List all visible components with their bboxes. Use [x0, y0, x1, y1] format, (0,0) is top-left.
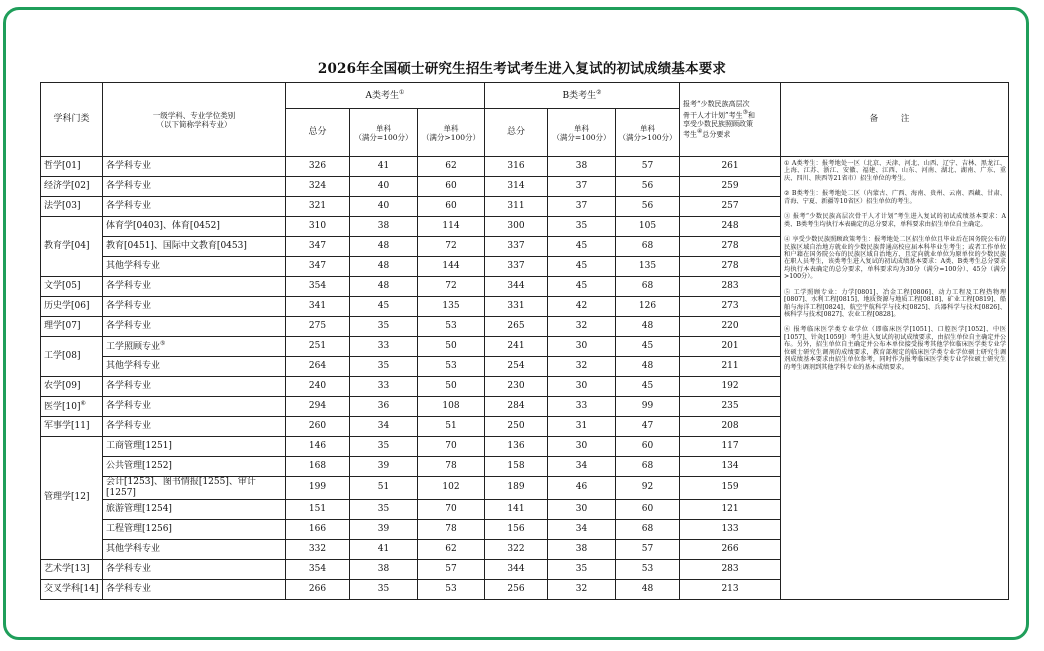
subject-label: 各学科专业 — [106, 381, 152, 392]
a-single-gt100-cell: 60 — [418, 177, 485, 197]
b-single-gt100-cell: 48 — [616, 357, 680, 377]
subject-label: 会计[1253]、图书情报[1255]、审计[1257] — [106, 477, 256, 498]
discipline-cell — [41, 297, 103, 317]
b-single-100-cell: 33 — [548, 397, 616, 417]
a-single-100-cell: 36 — [350, 397, 418, 417]
discipline-label: 管理学[12] — [44, 492, 90, 503]
discipline-cell — [41, 197, 103, 217]
b-total-cell: 141 — [485, 499, 548, 519]
subject-label: 各学科专业 — [106, 563, 152, 574]
a-total-cell: 354 — [286, 277, 350, 297]
subject-label: 工程管理[1256] — [106, 523, 172, 534]
b-single-gt100-cell: 68 — [616, 519, 680, 539]
a-total-cell: 168 — [286, 457, 350, 477]
discipline-label: 艺术学[13] — [44, 563, 90, 574]
minority-total-cell: 211 — [680, 357, 781, 377]
discipline-label: 理学[07] — [44, 321, 81, 332]
minority-total-cell: 266 — [680, 539, 781, 559]
subject-label: 其他学科专业 — [106, 361, 161, 372]
b-total-cell: 337 — [485, 237, 548, 257]
discipline-footnote-mark: ⑥ — [80, 400, 86, 408]
b-total-cell: 344 — [485, 559, 548, 579]
b-single-100-cell: 31 — [548, 417, 616, 437]
a-single-gt100-cell: 78 — [418, 519, 485, 539]
subject-label: 各学科专业 — [106, 161, 152, 172]
minority-total-cell: 283 — [680, 559, 781, 579]
header-subject: 一级学科、专业学位类别 （以下简称学科专业） — [103, 83, 286, 157]
discipline-label: 历史学[06] — [44, 301, 90, 312]
a-single-gt100-cell: 53 — [418, 317, 485, 337]
subject-cell — [103, 559, 286, 579]
discipline-cell — [41, 377, 103, 397]
b-single-100-cell: 35 — [548, 559, 616, 579]
subject-cell — [103, 197, 286, 217]
subject-cell — [103, 217, 286, 237]
discipline-label: 工学[08] — [44, 351, 81, 362]
subject-cell — [103, 317, 286, 337]
b-single-gt100-cell: 68 — [616, 457, 680, 477]
a-single-100-cell: 35 — [350, 317, 418, 337]
b-single-100-cell: 37 — [548, 197, 616, 217]
a-single-gt100-cell: 78 — [418, 457, 485, 477]
table-body — [41, 157, 1009, 600]
note-item: ① A类考生：报考地处一区（北京、天津、河北、山西、辽宁、吉林、黑龙江、上海、江苏、浙江、安徽、福建、江西、山东、河南、湖北、湖南、广东、重庆、四川、陕西等21省市）招生单位的考生。 — [784, 160, 1007, 182]
a-single-gt100-cell: 72 — [418, 237, 485, 257]
discipline-cell — [41, 177, 103, 197]
a-single-gt100-cell: 50 — [418, 337, 485, 357]
b-single-gt100-cell: 47 — [616, 417, 680, 437]
b-single-gt100-cell: 105 — [616, 217, 680, 237]
b-single-gt100-cell: 45 — [616, 337, 680, 357]
b-single-gt100-cell: 60 — [616, 437, 680, 457]
minority-total-cell: 117 — [680, 437, 781, 457]
a-total-cell: 146 — [286, 437, 350, 457]
discipline-label: 教育学[04] — [44, 241, 90, 252]
header-b-single-gt100: 单科 （满分>100分） — [616, 109, 680, 157]
subject-label: 其他学科专业 — [106, 261, 161, 272]
note-item: ⑤ 工学照顾专业：力学[0801]、冶金工程[0806]、动力工程及工程热物理[0807]、水利工程[0815]、地质资源与地质工程[0818]、矿业工程[0819]、船舶与海洋工程[0824]、航空宇航科学与技术[0825]、兵器科学与技术[0826]、核科学与技术[0827]、农业工程[0828]。 — [784, 288, 1007, 318]
b-total-cell: 230 — [485, 377, 548, 397]
b-single-gt100-cell: 48 — [616, 579, 680, 599]
a-single-gt100-cell: 135 — [418, 297, 485, 317]
header-minority: 报考“少数民族高层次 骨干人才计划”考生③和 享受少数民族照顾政策 考生④总分要求 — [680, 83, 781, 157]
a-single-100-cell: 40 — [350, 177, 418, 197]
subject-label: 旅游管理[1254] — [106, 503, 172, 514]
subject-label: 公共管理[1252] — [106, 461, 172, 472]
b-total-cell: 189 — [485, 477, 548, 500]
subject-cell — [103, 337, 286, 357]
a-total-cell: 251 — [286, 337, 350, 357]
subject-cell — [103, 297, 286, 317]
b-single-100-cell: 37 — [548, 177, 616, 197]
b-total-cell: 311 — [485, 197, 548, 217]
minority-total-cell: 192 — [680, 377, 781, 397]
subject-cell — [103, 177, 286, 197]
a-single-gt100-cell: 57 — [418, 559, 485, 579]
a-single-100-cell: 48 — [350, 237, 418, 257]
header-a-single-gt100: 单科 （满分>100分） — [418, 109, 485, 157]
discipline-label: 医学[10] — [44, 402, 81, 413]
subject-cell — [103, 499, 286, 519]
note-item: ④ 享受少数民族照顾政策考生：报考地处二区招生单位且毕业后在国务院公布的民族区域自治地方就业的少数民族普通高校应届本科毕业生考生；或者工作单位和户籍在国务院公布的民族区域自治地方，且定向就业单位为原单位的少数民族在职人员考生，该类考生进入复试的初试成绩基本要求：A类、B类考生总分要求均执行本表确定的总分要求，单科要求均为30分（满分=100分）、45分（满分>100分）。 — [784, 236, 1007, 281]
a-single-gt100-cell: 60 — [418, 197, 485, 217]
a-total-cell: 347 — [286, 257, 350, 277]
a-single-gt100-cell: 53 — [418, 357, 485, 377]
a-total-cell: 260 — [286, 417, 350, 437]
subject-cell — [103, 579, 286, 599]
discipline-label: 法学[03] — [44, 201, 81, 212]
a-single-gt100-cell: 114 — [418, 217, 485, 237]
a-total-cell: 151 — [286, 499, 350, 519]
a-single-100-cell: 34 — [350, 417, 418, 437]
a-total-cell: 324 — [286, 177, 350, 197]
notes-cell — [781, 157, 1009, 600]
b-single-gt100-cell: 126 — [616, 297, 680, 317]
a-single-gt100-cell: 108 — [418, 397, 485, 417]
header-a-total: 总分 — [286, 109, 350, 157]
b-single-gt100-cell: 92 — [616, 477, 680, 500]
a-single-100-cell: 33 — [350, 377, 418, 397]
subject-label: 体育学[0403]、体育[0452] — [106, 221, 220, 232]
score-requirements-table — [40, 82, 1009, 600]
minority-total-cell: 213 — [680, 579, 781, 599]
a-total-cell: 294 — [286, 397, 350, 417]
b-single-100-cell: 45 — [548, 277, 616, 297]
minority-total-cell: 257 — [680, 197, 781, 217]
b-total-cell: 300 — [485, 217, 548, 237]
subject-label: 各学科专业 — [106, 321, 152, 332]
b-total-cell: 136 — [485, 437, 548, 457]
minority-total-cell: 201 — [680, 337, 781, 357]
b-single-100-cell: 34 — [548, 457, 616, 477]
discipline-cell — [41, 437, 103, 560]
minority-total-cell: 220 — [680, 317, 781, 337]
b-single-100-cell: 38 — [548, 539, 616, 559]
subject-label: 工学照顾专业 — [106, 342, 161, 353]
a-single-100-cell: 35 — [350, 579, 418, 599]
b-total-cell: 158 — [485, 457, 548, 477]
header-discipline: 学科门类 — [41, 83, 103, 157]
discipline-cell — [41, 417, 103, 437]
subject-cell — [103, 539, 286, 559]
a-single-gt100-cell: 70 — [418, 437, 485, 457]
b-single-gt100-cell: 57 — [616, 157, 680, 177]
subject-cell — [103, 377, 286, 397]
discipline-cell — [41, 337, 103, 377]
a-single-100-cell: 39 — [350, 457, 418, 477]
b-single-gt100-cell: 68 — [616, 277, 680, 297]
minority-total-cell: 259 — [680, 177, 781, 197]
b-single-gt100-cell: 56 — [616, 177, 680, 197]
b-total-cell: 265 — [485, 317, 548, 337]
minority-total-cell: 273 — [680, 297, 781, 317]
a-single-100-cell: 51 — [350, 477, 418, 500]
discipline-label: 经济学[02] — [44, 181, 90, 192]
b-single-100-cell: 32 — [548, 317, 616, 337]
a-single-gt100-cell: 62 — [418, 539, 485, 559]
b-single-100-cell: 32 — [548, 579, 616, 599]
a-single-100-cell: 39 — [350, 519, 418, 539]
discipline-label: 交叉学科[14] — [44, 583, 99, 594]
a-single-gt100-cell: 53 — [418, 579, 485, 599]
note-item: ② B类考生：报考地处二区（内蒙古、广西、海南、贵州、云南、西藏、甘肃、青海、宁夏、新疆等10省区）招生单位的考生。 — [784, 190, 1007, 205]
discipline-cell — [41, 157, 103, 177]
b-total-cell: 156 — [485, 519, 548, 539]
b-single-100-cell: 42 — [548, 297, 616, 317]
a-single-100-cell: 48 — [350, 257, 418, 277]
a-total-cell: 264 — [286, 357, 350, 377]
b-total-cell: 256 — [485, 579, 548, 599]
b-single-100-cell: 45 — [548, 257, 616, 277]
a-total-cell: 332 — [286, 539, 350, 559]
a-single-gt100-cell: 70 — [418, 499, 485, 519]
a-total-cell: 326 — [286, 157, 350, 177]
a-single-100-cell: 45 — [350, 297, 418, 317]
a-total-cell: 199 — [286, 477, 350, 500]
a-total-cell: 275 — [286, 317, 350, 337]
b-single-gt100-cell: 45 — [616, 377, 680, 397]
subject-cell — [103, 277, 286, 297]
subject-label: 各学科专业 — [106, 583, 152, 594]
discipline-label: 农学[09] — [44, 381, 81, 392]
subject-label: 其他学科专业 — [106, 543, 161, 554]
b-total-cell: 337 — [485, 257, 548, 277]
discipline-cell — [41, 277, 103, 297]
subject-cell — [103, 417, 286, 437]
b-single-100-cell: 32 — [548, 357, 616, 377]
subject-cell — [103, 357, 286, 377]
minority-total-cell: 278 — [680, 257, 781, 277]
a-total-cell: 310 — [286, 217, 350, 237]
a-single-100-cell: 35 — [350, 499, 418, 519]
header-a-single-100: 单科 （满分=100分） — [350, 109, 418, 157]
subject-cell — [103, 157, 286, 177]
b-single-gt100-cell: 60 — [616, 499, 680, 519]
subject-label: 工商管理[1251] — [106, 441, 172, 452]
minority-total-cell: 248 — [680, 217, 781, 237]
discipline-cell — [41, 579, 103, 599]
header-b-single-100: 单科 （满分=100分） — [548, 109, 616, 157]
b-total-cell: 241 — [485, 337, 548, 357]
b-total-cell: 314 — [485, 177, 548, 197]
b-single-100-cell: 30 — [548, 377, 616, 397]
note-item: ⑥ 报考临床医学类专业学位（即临床医学[1051]、口腔医学[1052]、中医[1057]、针灸[1059]）考生进入复试的初试成绩要求，由招生单位自主确定并公布。另外，招生单位自主确定并公布本单位接受报考其他学位临床医学类专业学位硕士研究生调剂的成绩要求，教育部规定的临床医学类专业学位硕士研究生调剂成绩基本要求由招生单位参考，同时作为报考临床医学类专业学位硕士研究生的考生调剂到其他学科专业的基本成绩要求。 — [784, 326, 1007, 371]
minority-total-cell: 134 — [680, 457, 781, 477]
b-total-cell: 322 — [485, 539, 548, 559]
header-b-total: 总分 — [485, 109, 548, 157]
subject-label: 各学科专业 — [106, 401, 152, 412]
subject-label: 各学科专业 — [106, 281, 152, 292]
subject-cell — [103, 477, 286, 500]
b-single-100-cell: 38 — [548, 157, 616, 177]
b-single-gt100-cell: 56 — [616, 197, 680, 217]
b-single-gt100-cell: 68 — [616, 237, 680, 257]
subject-footnote-mark: ⑤ — [160, 340, 166, 348]
b-single-gt100-cell: 53 — [616, 559, 680, 579]
minority-total-cell: 208 — [680, 417, 781, 437]
discipline-label: 哲学[01] — [44, 161, 81, 172]
minority-total-cell: 278 — [680, 237, 781, 257]
b-single-gt100-cell: 48 — [616, 317, 680, 337]
discipline-cell — [41, 217, 103, 277]
a-single-100-cell: 35 — [350, 437, 418, 457]
a-single-gt100-cell: 62 — [418, 157, 485, 177]
a-total-cell: 321 — [286, 197, 350, 217]
a-single-100-cell: 41 — [350, 539, 418, 559]
subject-cell — [103, 519, 286, 539]
discipline-cell — [41, 397, 103, 417]
a-single-gt100-cell: 72 — [418, 277, 485, 297]
a-total-cell: 166 — [286, 519, 350, 539]
subject-label: 教育[0451]、国际中文教育[0453] — [106, 241, 247, 252]
b-single-gt100-cell: 135 — [616, 257, 680, 277]
b-total-cell: 344 — [485, 277, 548, 297]
minority-total-cell: 235 — [680, 397, 781, 417]
a-total-cell: 341 — [286, 297, 350, 317]
b-single-100-cell: 30 — [548, 499, 616, 519]
a-single-100-cell: 40 — [350, 197, 418, 217]
subject-cell — [103, 397, 286, 417]
a-total-cell: 240 — [286, 377, 350, 397]
a-single-100-cell: 33 — [350, 337, 418, 357]
a-total-cell: 266 — [286, 579, 350, 599]
subject-label: 各学科专业 — [106, 201, 152, 212]
b-single-100-cell: 30 — [548, 337, 616, 357]
b-single-gt100-cell: 57 — [616, 539, 680, 559]
a-total-cell: 354 — [286, 559, 350, 579]
subject-cell — [103, 237, 286, 257]
b-total-cell: 250 — [485, 417, 548, 437]
header-b-group: B类考生② — [485, 83, 680, 109]
b-single-100-cell: 35 — [548, 217, 616, 237]
a-single-gt100-cell: 51 — [418, 417, 485, 437]
subject-cell — [103, 437, 286, 457]
minority-total-cell: 159 — [680, 477, 781, 500]
subject-label: 各学科专业 — [106, 301, 152, 312]
b-single-100-cell: 34 — [548, 519, 616, 539]
b-single-gt100-cell: 99 — [616, 397, 680, 417]
minority-total-cell: 133 — [680, 519, 781, 539]
a-single-100-cell: 38 — [350, 559, 418, 579]
subject-cell — [103, 457, 286, 477]
a-single-100-cell: 41 — [350, 157, 418, 177]
a-total-cell: 347 — [286, 237, 350, 257]
discipline-label: 军事学[11] — [44, 421, 90, 432]
b-single-100-cell: 45 — [548, 237, 616, 257]
b-single-100-cell: 46 — [548, 477, 616, 500]
a-single-100-cell: 35 — [350, 357, 418, 377]
discipline-cell — [41, 559, 103, 579]
discipline-cell — [41, 317, 103, 337]
table-row — [41, 157, 1009, 177]
b-single-100-cell: 30 — [548, 437, 616, 457]
discipline-label: 文学[05] — [44, 281, 81, 292]
minority-total-cell: 261 — [680, 157, 781, 177]
subject-label: 各学科专业 — [106, 181, 152, 192]
b-total-cell: 331 — [485, 297, 548, 317]
note-item: ③ 报考“少数民族高层次骨干人才计划”考生进入复试的初试成绩基本要求：A类、B类考生均执行本表确定的总分要求，单科要求由招生单位自主确定。 — [784, 213, 1007, 228]
document-title: 2026年全国硕士研究生招生考试考生进入复试的初试成绩基本要求 — [317, 61, 727, 77]
minority-total-cell: 283 — [680, 277, 781, 297]
subject-label: 各学科专业 — [106, 421, 152, 432]
a-single-100-cell: 38 — [350, 217, 418, 237]
header-a-group: A类考生① — [286, 83, 485, 109]
a-single-100-cell: 48 — [350, 277, 418, 297]
a-single-gt100-cell: 50 — [418, 377, 485, 397]
a-single-gt100-cell: 102 — [418, 477, 485, 500]
subject-cell — [103, 257, 286, 277]
a-single-gt100-cell: 144 — [418, 257, 485, 277]
minority-total-cell: 121 — [680, 499, 781, 519]
b-total-cell: 284 — [485, 397, 548, 417]
header-notes: 备 注 — [781, 83, 1009, 157]
b-total-cell: 254 — [485, 357, 548, 377]
b-total-cell: 316 — [485, 157, 548, 177]
